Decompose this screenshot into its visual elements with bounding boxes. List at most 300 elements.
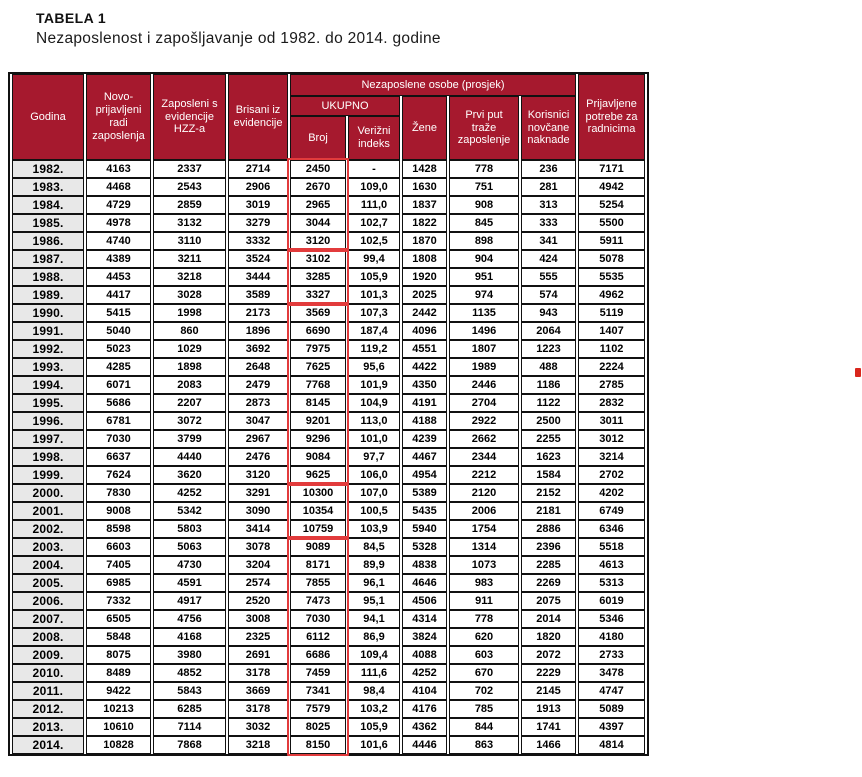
table-row <box>12 448 645 466</box>
value-cell: 6985 <box>86 574 151 592</box>
year-cell: 1988. <box>12 268 84 286</box>
value-cell: 7405 <box>86 556 151 574</box>
value-cell: 1496 <box>449 322 519 340</box>
year-cell: 2013. <box>12 718 84 736</box>
value-cell: 2006 <box>449 502 519 520</box>
value-cell: 4838 <box>402 556 447 574</box>
value-cell: 9625 <box>290 466 346 484</box>
value-cell: 4467 <box>402 448 447 466</box>
table-row <box>12 322 645 340</box>
value-cell: 4852 <box>153 664 226 682</box>
value-cell: 2229 <box>521 664 576 682</box>
value-cell: 99,4 <box>348 250 400 268</box>
value-cell: 5313 <box>578 574 645 592</box>
table-row <box>12 736 645 754</box>
value-cell: 2886 <box>521 520 576 538</box>
value-cell: 3414 <box>228 520 288 538</box>
value-cell: 95,1 <box>348 592 400 610</box>
value-cell: 4446 <box>402 736 447 754</box>
value-cell: 3078 <box>228 538 288 556</box>
value-cell: 6285 <box>153 700 226 718</box>
value-cell: 5848 <box>86 628 151 646</box>
value-cell: 4468 <box>86 178 151 196</box>
value-cell: 7030 <box>86 430 151 448</box>
value-cell: 3285 <box>290 268 346 286</box>
value-cell: 187,4 <box>348 322 400 340</box>
year-cell: 1982. <box>12 160 84 178</box>
col-header-brisani: Brisani iz evidencije <box>228 74 288 160</box>
value-cell: 3044 <box>290 214 346 232</box>
value-cell: 4096 <box>402 322 447 340</box>
table-row <box>12 538 645 556</box>
value-cell: 9422 <box>86 682 151 700</box>
value-cell: 109,4 <box>348 646 400 664</box>
value-cell: 1807 <box>449 340 519 358</box>
value-cell: 94,1 <box>348 610 400 628</box>
table-row <box>12 682 645 700</box>
value-cell: 2344 <box>449 448 519 466</box>
value-cell: 3291 <box>228 484 288 502</box>
value-cell: 5940 <box>402 520 447 538</box>
value-cell: 2173 <box>228 304 288 322</box>
value-cell: 6749 <box>578 502 645 520</box>
value-cell: 2967 <box>228 430 288 448</box>
year-cell: 2010. <box>12 664 84 682</box>
table-row <box>12 502 645 520</box>
value-cell: 4422 <box>402 358 447 376</box>
value-cell: 4397 <box>578 718 645 736</box>
value-cell: 911 <box>449 592 519 610</box>
value-cell: 4188 <box>402 412 447 430</box>
value-cell: 1896 <box>228 322 288 340</box>
value-cell: 3204 <box>228 556 288 574</box>
value-cell: 2662 <box>449 430 519 448</box>
value-cell: 4917 <box>153 592 226 610</box>
col-header-verizni: Verižni indeks <box>348 116 400 160</box>
value-cell: 1073 <box>449 556 519 574</box>
value-cell: 341 <box>521 232 576 250</box>
value-cell: 3332 <box>228 232 288 250</box>
value-cell: 4314 <box>402 610 447 628</box>
red-marker-dot <box>855 368 861 377</box>
value-cell: 4350 <box>402 376 447 394</box>
value-cell: 6690 <box>290 322 346 340</box>
group-header-ukupno: UKUPNO <box>290 96 400 116</box>
value-cell: 670 <box>449 664 519 682</box>
value-cell: 3028 <box>153 286 226 304</box>
value-cell: 5803 <box>153 520 226 538</box>
value-cell: 1808 <box>402 250 447 268</box>
value-cell: 2574 <box>228 574 288 592</box>
col-header-broj: Broj <box>290 116 346 160</box>
value-cell: 98,4 <box>348 682 400 700</box>
value-cell: 119,2 <box>348 340 400 358</box>
value-cell: 7459 <box>290 664 346 682</box>
value-cell: 5686 <box>86 394 151 412</box>
value-cell: 2733 <box>578 646 645 664</box>
value-cell: 10300 <box>290 484 346 502</box>
value-cell: 101,6 <box>348 736 400 754</box>
value-cell: 103,2 <box>348 700 400 718</box>
value-cell: 1898 <box>153 358 226 376</box>
value-cell: 2479 <box>228 376 288 394</box>
value-cell: 3218 <box>228 736 288 754</box>
value-cell: 2064 <box>521 322 576 340</box>
value-cell: 9296 <box>290 430 346 448</box>
value-cell: 1837 <box>402 196 447 214</box>
table-row <box>12 592 645 610</box>
table-row <box>12 412 645 430</box>
table-row <box>12 610 645 628</box>
value-cell: 2120 <box>449 484 519 502</box>
value-cell: 6505 <box>86 610 151 628</box>
value-cell: 106,0 <box>348 466 400 484</box>
value-cell: 2873 <box>228 394 288 412</box>
value-cell: 4088 <box>402 646 447 664</box>
value-cell: 101,0 <box>348 430 400 448</box>
value-cell: 113,0 <box>348 412 400 430</box>
value-cell: 1630 <box>402 178 447 196</box>
value-cell: 6686 <box>290 646 346 664</box>
value-cell: 3178 <box>228 700 288 718</box>
value-cell: 2072 <box>521 646 576 664</box>
value-cell: 7114 <box>153 718 226 736</box>
value-cell: 10759 <box>290 520 346 538</box>
value-cell: 8025 <box>290 718 346 736</box>
value-cell: 1820 <box>521 628 576 646</box>
value-cell: 3072 <box>153 412 226 430</box>
value-cell: 4747 <box>578 682 645 700</box>
value-cell: 101,3 <box>348 286 400 304</box>
table-row <box>12 196 645 214</box>
value-cell: 6019 <box>578 592 645 610</box>
value-cell: 105,9 <box>348 718 400 736</box>
year-cell: 1985. <box>12 214 84 232</box>
year-cell: 2000. <box>12 484 84 502</box>
value-cell: 8171 <box>290 556 346 574</box>
value-cell: 7341 <box>290 682 346 700</box>
value-cell: 2648 <box>228 358 288 376</box>
value-cell: 5119 <box>578 304 645 322</box>
value-cell: 5023 <box>86 340 151 358</box>
value-cell: 5389 <box>402 484 447 502</box>
value-cell: 4646 <box>402 574 447 592</box>
table-row <box>12 556 645 574</box>
value-cell: 4591 <box>153 574 226 592</box>
value-cell: 4252 <box>153 484 226 502</box>
value-cell: 1920 <box>402 268 447 286</box>
value-cell: 4551 <box>402 340 447 358</box>
value-cell: 2396 <box>521 538 576 556</box>
table-row <box>12 574 645 592</box>
value-cell: 1822 <box>402 214 447 232</box>
value-cell: 2859 <box>153 196 226 214</box>
value-cell: 3692 <box>228 340 288 358</box>
table-row <box>12 430 645 448</box>
value-cell: 5040 <box>86 322 151 340</box>
value-cell: 3011 <box>578 412 645 430</box>
value-cell: 107,3 <box>348 304 400 322</box>
value-cell: 2207 <box>153 394 226 412</box>
value-cell: 2325 <box>228 628 288 646</box>
value-cell: 3279 <box>228 214 288 232</box>
col-header-godina: Godina <box>12 74 84 160</box>
value-cell: 2476 <box>228 448 288 466</box>
table-body <box>12 160 645 754</box>
value-cell: 3102 <box>290 250 346 268</box>
year-cell: 1995. <box>12 394 84 412</box>
value-cell: 7868 <box>153 736 226 754</box>
value-cell: 2704 <box>449 394 519 412</box>
value-cell: 96,1 <box>348 574 400 592</box>
value-cell: 863 <box>449 736 519 754</box>
value-cell: 603 <box>449 646 519 664</box>
year-cell: 1990. <box>12 304 84 322</box>
value-cell: 8598 <box>86 520 151 538</box>
year-cell: 1998. <box>12 448 84 466</box>
value-cell: 3132 <box>153 214 226 232</box>
value-cell: 4362 <box>402 718 447 736</box>
data-table <box>8 72 649 756</box>
value-cell: 7768 <box>290 376 346 394</box>
value-cell: 2714 <box>228 160 288 178</box>
value-cell: 4954 <box>402 466 447 484</box>
value-cell: 1135 <box>449 304 519 322</box>
value-cell: 3669 <box>228 682 288 700</box>
value-cell: 3478 <box>578 664 645 682</box>
value-cell: 111,6 <box>348 664 400 682</box>
col-header-korisnici: Korisnici novčane naknade <box>521 96 576 160</box>
value-cell: 4163 <box>86 160 151 178</box>
value-cell: 983 <box>449 574 519 592</box>
value-cell: 898 <box>449 232 519 250</box>
value-cell: 102,5 <box>348 232 400 250</box>
value-cell: 3214 <box>578 448 645 466</box>
value-cell: 105,9 <box>348 268 400 286</box>
value-cell: 5843 <box>153 682 226 700</box>
year-cell: 1994. <box>12 376 84 394</box>
value-cell: 3589 <box>228 286 288 304</box>
value-cell: 3524 <box>228 250 288 268</box>
value-cell: 6603 <box>86 538 151 556</box>
col-header-zene: Žene <box>402 96 447 160</box>
value-cell: 5911 <box>578 232 645 250</box>
year-cell: 2008. <box>12 628 84 646</box>
table-row <box>12 466 645 484</box>
value-cell: 1584 <box>521 466 576 484</box>
value-cell: 2025 <box>402 286 447 304</box>
value-cell: 4942 <box>578 178 645 196</box>
value-cell: 1029 <box>153 340 226 358</box>
value-cell: 5063 <box>153 538 226 556</box>
value-cell: 1913 <box>521 700 576 718</box>
value-cell: 97,7 <box>348 448 400 466</box>
value-cell: 4285 <box>86 358 151 376</box>
value-cell: 1428 <box>402 160 447 178</box>
value-cell: 2285 <box>521 556 576 574</box>
value-cell: 4417 <box>86 286 151 304</box>
value-cell: 2922 <box>449 412 519 430</box>
year-cell: 1993. <box>12 358 84 376</box>
year-cell: 1983. <box>12 178 84 196</box>
table-row <box>12 664 645 682</box>
col-header-prvi-put: Prvi put traže zaposlenje <box>449 96 519 160</box>
value-cell: 943 <box>521 304 576 322</box>
value-cell: 2145 <box>521 682 576 700</box>
value-cell: 8075 <box>86 646 151 664</box>
table-row <box>12 160 645 178</box>
table-header <box>12 74 645 160</box>
value-cell: 844 <box>449 718 519 736</box>
value-cell: 3090 <box>228 502 288 520</box>
value-cell: 778 <box>449 160 519 178</box>
value-cell: 845 <box>449 214 519 232</box>
table-row <box>12 286 645 304</box>
value-cell: 4389 <box>86 250 151 268</box>
value-cell: 109,0 <box>348 178 400 196</box>
value-cell: 951 <box>449 268 519 286</box>
value-cell: 1998 <box>153 304 226 322</box>
value-cell: 4104 <box>402 682 447 700</box>
value-cell: 1754 <box>449 520 519 538</box>
value-cell: 7030 <box>290 610 346 628</box>
value-cell: 2702 <box>578 466 645 484</box>
value-cell: 5500 <box>578 214 645 232</box>
value-cell: 2255 <box>521 430 576 448</box>
value-cell: 908 <box>449 196 519 214</box>
value-cell: 4962 <box>578 286 645 304</box>
value-cell: 4202 <box>578 484 645 502</box>
value-cell: 1466 <box>521 736 576 754</box>
table-row <box>12 268 645 286</box>
value-cell: 7975 <box>290 340 346 358</box>
value-cell: 5328 <box>402 538 447 556</box>
value-cell: 424 <box>521 250 576 268</box>
value-cell: 5435 <box>402 502 447 520</box>
value-cell: 6637 <box>86 448 151 466</box>
value-cell: 102,7 <box>348 214 400 232</box>
value-cell: 1623 <box>521 448 576 466</box>
value-cell: 4814 <box>578 736 645 754</box>
value-cell: 1122 <box>521 394 576 412</box>
value-cell: 488 <box>521 358 576 376</box>
value-cell: 2450 <box>290 160 346 178</box>
value-cell: 2446 <box>449 376 519 394</box>
value-cell: 3178 <box>228 664 288 682</box>
table-row <box>12 250 645 268</box>
group-header-nezaposlene: Nezaposlene osobe (prosjek) <box>290 74 576 96</box>
value-cell: 3980 <box>153 646 226 664</box>
value-cell: 904 <box>449 250 519 268</box>
value-cell: 3218 <box>153 268 226 286</box>
value-cell: 3032 <box>228 718 288 736</box>
value-cell: 2543 <box>153 178 226 196</box>
value-cell: 4180 <box>578 628 645 646</box>
value-cell: 702 <box>449 682 519 700</box>
value-cell: 1186 <box>521 376 576 394</box>
value-cell: 2075 <box>521 592 576 610</box>
year-cell: 2006. <box>12 592 84 610</box>
year-cell: 1986. <box>12 232 84 250</box>
value-cell: 7830 <box>86 484 151 502</box>
value-cell: 313 <box>521 196 576 214</box>
value-cell: 2212 <box>449 466 519 484</box>
year-cell: 1992. <box>12 340 84 358</box>
value-cell: 555 <box>521 268 576 286</box>
value-cell: 3120 <box>228 466 288 484</box>
value-cell: 1870 <box>402 232 447 250</box>
value-cell: 7855 <box>290 574 346 592</box>
value-cell: 2691 <box>228 646 288 664</box>
value-cell: 4730 <box>153 556 226 574</box>
value-cell: 1314 <box>449 538 519 556</box>
year-cell: 2014. <box>12 736 84 754</box>
year-cell: 2002. <box>12 520 84 538</box>
value-cell: 2785 <box>578 376 645 394</box>
table-row <box>12 340 645 358</box>
value-cell: 4191 <box>402 394 447 412</box>
value-cell: 7579 <box>290 700 346 718</box>
value-cell: 3110 <box>153 232 226 250</box>
col-header-prijavljene: Prijavljene potrebe za radnicima <box>578 74 645 160</box>
value-cell: 785 <box>449 700 519 718</box>
value-cell: 6112 <box>290 628 346 646</box>
value-cell: 3799 <box>153 430 226 448</box>
value-cell: 3047 <box>228 412 288 430</box>
value-cell: 7171 <box>578 160 645 178</box>
year-cell: 2011. <box>12 682 84 700</box>
value-cell: 8145 <box>290 394 346 412</box>
value-cell: 8489 <box>86 664 151 682</box>
table-row <box>12 484 645 502</box>
table-row <box>12 232 645 250</box>
value-cell: 236 <box>521 160 576 178</box>
value-cell: 9084 <box>290 448 346 466</box>
table-row <box>12 646 645 664</box>
value-cell: 4978 <box>86 214 151 232</box>
value-cell: 86,9 <box>348 628 400 646</box>
table-row <box>12 700 645 718</box>
value-cell: 3012 <box>578 430 645 448</box>
value-cell: 4740 <box>86 232 151 250</box>
year-cell: 1996. <box>12 412 84 430</box>
value-cell: 2083 <box>153 376 226 394</box>
table-row <box>12 376 645 394</box>
value-cell: 3569 <box>290 304 346 322</box>
table-row <box>12 178 645 196</box>
value-cell: 3824 <box>402 628 447 646</box>
value-cell: 4168 <box>153 628 226 646</box>
year-cell: 2003. <box>12 538 84 556</box>
value-cell: 2965 <box>290 196 346 214</box>
value-cell: 1741 <box>521 718 576 736</box>
col-header-zaposleni: Zaposleni s evidencije HZZ-a <box>153 74 226 160</box>
value-cell: - <box>348 160 400 178</box>
value-cell: 2442 <box>402 304 447 322</box>
value-cell: 281 <box>521 178 576 196</box>
value-cell: 7625 <box>290 358 346 376</box>
value-cell: 5254 <box>578 196 645 214</box>
value-cell: 4729 <box>86 196 151 214</box>
value-cell: 3211 <box>153 250 226 268</box>
value-cell: 4440 <box>153 448 226 466</box>
value-cell: 5089 <box>578 700 645 718</box>
value-cell: 4613 <box>578 556 645 574</box>
col-header-novoprijavljeni: Novo-prijavljeni radi zaposlenja <box>86 74 151 160</box>
value-cell: 101,9 <box>348 376 400 394</box>
value-cell: 95,6 <box>348 358 400 376</box>
value-cell: 100,5 <box>348 502 400 520</box>
